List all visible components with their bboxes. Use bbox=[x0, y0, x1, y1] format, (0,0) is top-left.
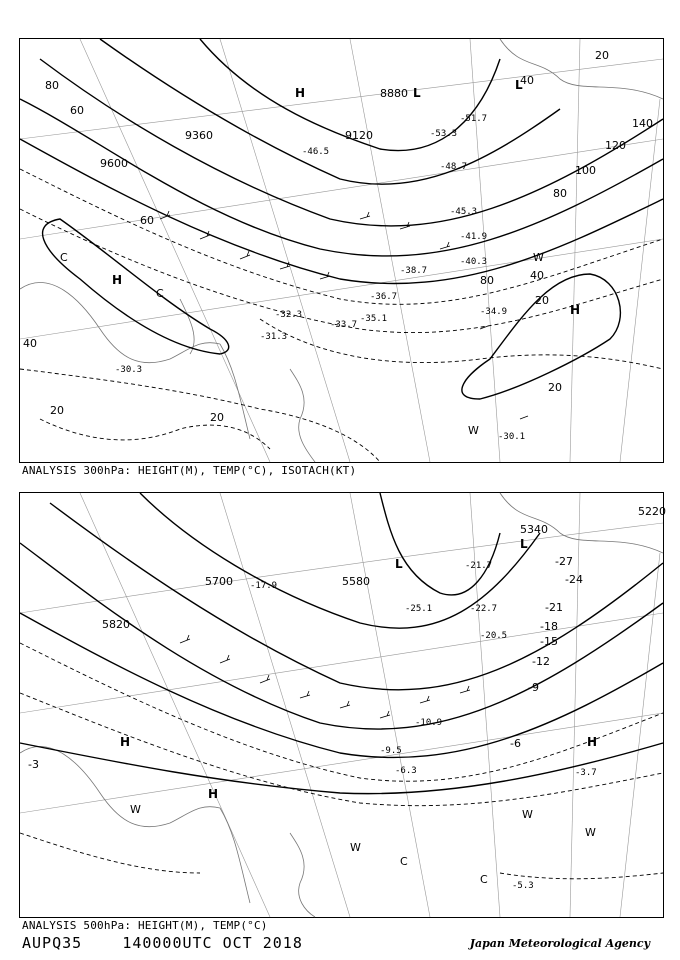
temp-label: -46.5 bbox=[302, 147, 330, 157]
isotherm-label: -27 bbox=[555, 555, 573, 568]
high-center: H bbox=[570, 303, 581, 317]
temp-label: -40.3 bbox=[460, 257, 488, 267]
isotach-label: 40 bbox=[23, 337, 37, 350]
isotach-label: 140 bbox=[632, 117, 653, 130]
isotach-label: 20 bbox=[210, 411, 224, 424]
temp-label: -35.1 bbox=[360, 314, 388, 324]
height-label: 9360 bbox=[185, 129, 213, 142]
temp-label: -34.9 bbox=[480, 307, 508, 317]
warm-symbol: W bbox=[350, 841, 361, 854]
temp-label: -17.9 bbox=[250, 581, 278, 591]
height-label: 8880 bbox=[380, 87, 408, 100]
lower-chart-map bbox=[20, 493, 666, 917]
isotherm-label: -12 bbox=[532, 655, 550, 668]
isotach-label: 120 bbox=[605, 139, 626, 152]
temp-label: -30.3 bbox=[115, 365, 143, 375]
temp-label: -48.7 bbox=[440, 162, 468, 172]
isotherm-label: -18 bbox=[540, 620, 558, 633]
temp-label: -33.7 bbox=[330, 320, 358, 330]
temp-label: -5.3 bbox=[512, 881, 534, 891]
low-center: L bbox=[520, 537, 528, 551]
isotach-label: 20 bbox=[595, 49, 609, 62]
isotherms bbox=[20, 643, 663, 879]
isotach-label: 80 bbox=[480, 274, 494, 287]
isotachs bbox=[20, 169, 663, 462]
isotach-label: 40 bbox=[530, 269, 544, 282]
isotherm-label: -24 bbox=[565, 573, 583, 586]
high-center: H bbox=[120, 735, 131, 749]
isotherm-label: -9 bbox=[528, 681, 539, 694]
temp-label: -6.3 bbox=[395, 766, 417, 776]
temp-label: -41.9 bbox=[460, 232, 488, 242]
height-label: 5700 bbox=[205, 575, 233, 588]
height-label: 9120 bbox=[345, 129, 373, 142]
high-center: H bbox=[208, 787, 219, 801]
isotach-label: 20 bbox=[50, 404, 64, 417]
low-center: L bbox=[413, 86, 421, 100]
temp-label: -38.7 bbox=[400, 266, 428, 276]
graticule bbox=[20, 39, 663, 462]
cold-symbol: C bbox=[156, 287, 164, 300]
lower-chart-500hpa bbox=[19, 492, 664, 918]
coastlines bbox=[20, 39, 663, 462]
height-contours bbox=[20, 493, 663, 794]
isotherm-label: -15 bbox=[540, 635, 558, 648]
height-label: 5820 bbox=[102, 618, 130, 631]
temp-label: -53.3 bbox=[430, 129, 458, 139]
height-label: 5580 bbox=[342, 575, 370, 588]
warm-symbol: W bbox=[585, 826, 596, 839]
height-label: 5340 bbox=[520, 523, 548, 536]
isotach-label: 80 bbox=[45, 79, 59, 92]
upper-chart-map bbox=[20, 39, 663, 462]
warm-symbol: W bbox=[468, 424, 479, 437]
temp-label: -51.7 bbox=[460, 114, 488, 124]
isotach-label: 100 bbox=[575, 164, 596, 177]
chart-code: AUPQ35 bbox=[22, 934, 83, 952]
chart-id-and-time bbox=[22, 934, 303, 952]
low-center: L bbox=[515, 78, 523, 92]
temp-label: -31.3 bbox=[260, 332, 288, 342]
warm-symbol: W bbox=[522, 808, 533, 821]
warm-symbol: W bbox=[533, 251, 544, 264]
high-center: H bbox=[295, 86, 306, 100]
height-label: 5220 bbox=[638, 505, 666, 518]
temp-label: -22.7 bbox=[470, 604, 498, 614]
isotach-label: 80 bbox=[553, 187, 567, 200]
warm-symbol: W bbox=[130, 803, 141, 816]
upper-chart-300hpa bbox=[19, 38, 664, 463]
temp-label: -3.7 bbox=[575, 768, 597, 778]
isotach-label: 60 bbox=[70, 104, 84, 117]
temp-label: -9.5 bbox=[380, 746, 402, 756]
lower-chart-caption: ANALYSIS 500hPa: HEIGHT(M), TEMP(°C) bbox=[22, 919, 268, 932]
isotherm-label: -6 bbox=[510, 737, 521, 750]
high-center: H bbox=[112, 273, 123, 287]
isotherm-label: -21 bbox=[545, 601, 563, 614]
agency-name: Japan Meteorological Agency bbox=[469, 937, 650, 950]
height-contours bbox=[20, 39, 663, 399]
low-center: L bbox=[395, 557, 403, 571]
isotach-label: 20 bbox=[535, 294, 549, 307]
high-center: H bbox=[587, 735, 598, 749]
temp-label: -45.3 bbox=[450, 207, 478, 217]
temp-label: -25.1 bbox=[405, 604, 433, 614]
cold-symbol: C bbox=[60, 251, 68, 264]
temp-label: -30.1 bbox=[498, 432, 526, 442]
cold-symbol: C bbox=[480, 873, 488, 886]
temp-label: -21.7 bbox=[465, 561, 493, 571]
temp-label: -32.3 bbox=[275, 310, 303, 320]
temp-label: -20.5 bbox=[480, 631, 508, 641]
chart-datetime: 140000UTC OCT 2018 bbox=[122, 934, 303, 952]
upper-chart-caption: ANALYSIS 300hPa: HEIGHT(M), TEMP(°C), ISOTACH(KT) bbox=[22, 464, 357, 477]
temp-label: -10.9 bbox=[415, 718, 443, 728]
isotach-label: 60 bbox=[140, 214, 154, 227]
isotherm-label: -3 bbox=[28, 758, 39, 771]
isotach-label: 40 bbox=[520, 74, 534, 87]
temp-label: -36.7 bbox=[370, 292, 398, 302]
cold-symbol: C bbox=[400, 855, 408, 868]
isotach-label: 20 bbox=[548, 381, 562, 394]
wind-barbs bbox=[160, 211, 528, 419]
height-label: 9600 bbox=[100, 157, 128, 170]
